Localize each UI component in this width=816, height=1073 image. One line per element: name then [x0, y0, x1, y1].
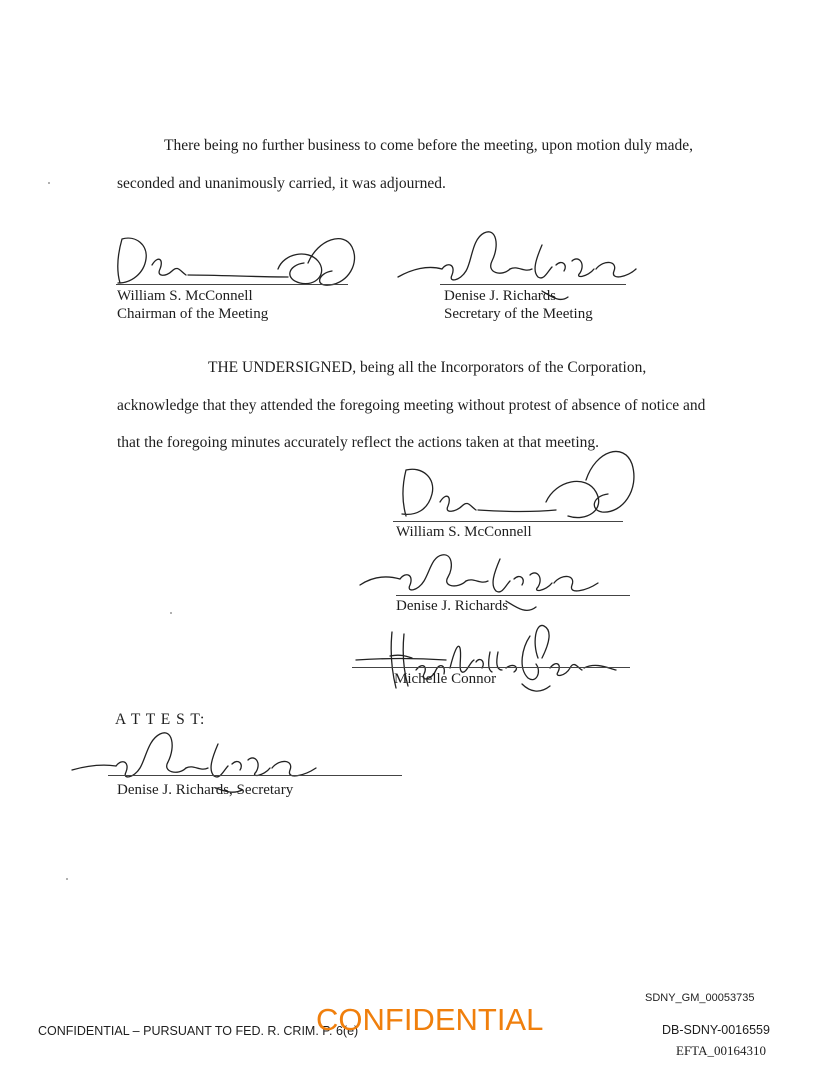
signature-line — [108, 775, 402, 776]
signature-line — [116, 284, 348, 285]
adjournment-line-1: There being no further business to come before the meeting, upon motion duly made, — [164, 137, 694, 154]
efta-number: EFTA_00164310 — [676, 1043, 766, 1058]
acknowledgment-line-3: that the foregoing minutes accurately reflect the actions taken at that meeting. — [117, 434, 600, 451]
attest-label: A T T E S T: — [115, 711, 206, 728]
secretary-title: Secretary of the Meeting — [444, 306, 593, 322]
incorporator-3-name: Michelle Connor — [394, 671, 497, 687]
bates-number-sdny-gm: SDNY_GM_00053735 — [645, 992, 755, 1004]
signature-mcconnell-incorporator — [396, 440, 646, 520]
adjournment-line-2: seconded and unanimously carried, it was adjourned. — [117, 175, 446, 192]
chairman-name: William S. McConnell — [117, 288, 253, 304]
acknowledgment-line-2: acknowledge that they attended the foregoing meeting without protest of absence of notice and — [117, 397, 706, 414]
signature-line — [393, 521, 623, 522]
signature-line — [440, 284, 626, 285]
scan-speck — [48, 182, 50, 184]
acknowledgment-line-1: THE UNDERSIGNED, being all the Incorporators of the Corporation, — [208, 359, 647, 376]
secretary-name: Denise J. Richards — [444, 288, 557, 304]
signature-line — [396, 595, 630, 596]
chairman-title: Chairman of the Meeting — [117, 306, 269, 322]
bates-number-db-sdny: DB-SDNY-0016559 — [662, 1023, 770, 1037]
scan-speck — [66, 878, 68, 880]
confidential-notice: CONFIDENTIAL – PURSUANT TO FED. R. CRIM. P. 6(e) — [38, 1024, 359, 1038]
incorporator-2-name: Denise J. Richards — [396, 598, 509, 614]
signature-connor-incorporator — [346, 612, 636, 702]
scan-speck — [170, 612, 172, 614]
confidential-stamp: CONFIDENTIAL — [316, 1002, 544, 1037]
signature-line — [352, 667, 630, 668]
incorporator-1-name: William S. McConnell — [396, 524, 532, 540]
signature-richards-attest — [66, 712, 326, 792]
attest-name: Denise J. Richards, Secretary — [117, 782, 294, 798]
